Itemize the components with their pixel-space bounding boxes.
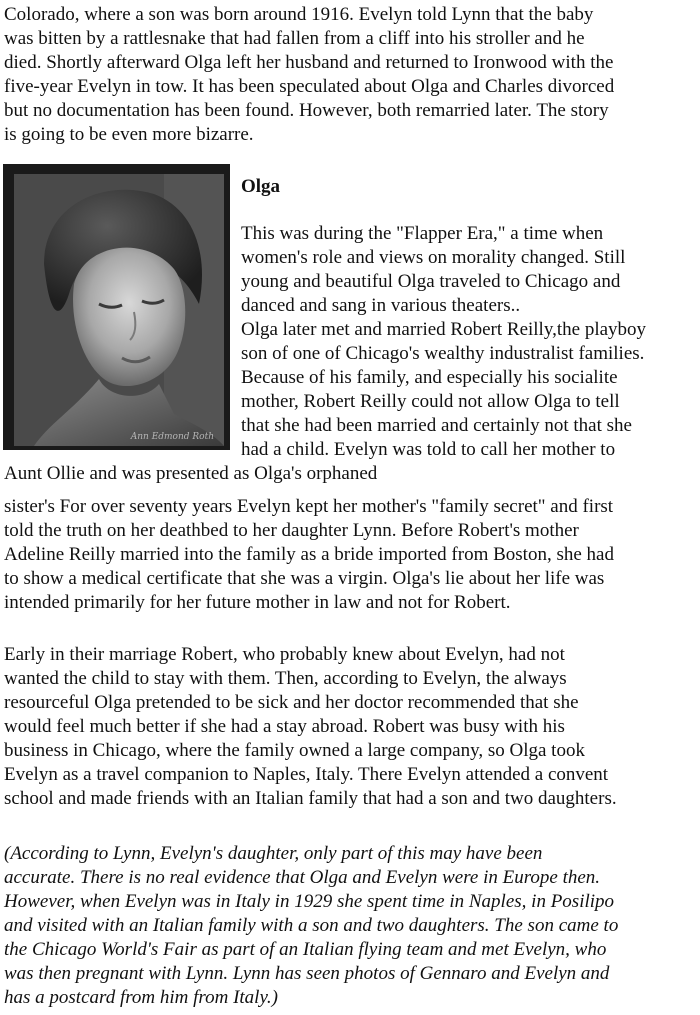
olga-full-line: to show a medical certificate that she was a virgin. Olga's lie about her life was	[4, 568, 605, 589]
marriage-line: business in Chicago, where the family owned a large company, so Olga took	[4, 740, 585, 761]
note-line: and visited with an Italian family with a son and two daughters. The son came to	[4, 915, 619, 936]
note-line: (According to Lynn, Evelyn's daughter, only part of this may have been	[4, 843, 543, 864]
marriage-line: Evelyn as a travel companion to Naples, Italy. There Evelyn attended a convent	[4, 764, 609, 785]
olga-portrait-photo	[3, 164, 230, 450]
intro-line: Colorado, where a son was born around 1916. Evelyn told Lynn that the baby	[4, 4, 594, 25]
section-heading: Olga	[241, 176, 281, 197]
olga-wrapped-line: This was during the "Flapper Era," a time when	[241, 223, 604, 244]
olga-wrapped-line: women's role and views on morality changed. Still	[241, 247, 626, 268]
portrait-illustration	[14, 174, 224, 446]
olga-full-line: intended primarily for her future mother in law and not for Robert.	[4, 592, 511, 613]
marriage-line: Early in their marriage Robert, who probably knew about Evelyn, had not	[4, 644, 565, 665]
intro-line: five-year Evelyn in tow. It has been speculated about Olga and Charles divorced	[4, 76, 615, 97]
olga-wrapped-line: young and beautiful Olga traveled to Chicago and	[241, 271, 621, 292]
note-line: accurate. There is no real evidence that Olga and Evelyn were in Europe then.	[4, 867, 601, 888]
olga-full-line: Aunt Ollie and was presented as Olga's orphaned	[4, 463, 378, 484]
olga-full-line: Adeline Reilly married into the family as a bride imported from Boston, she had	[4, 544, 614, 565]
note-line: has a postcard from him from Italy.)	[4, 987, 278, 1008]
olga-wrapped-line: son of one of Chicago's wealthy industralist families.	[241, 343, 645, 364]
note-line: However, when Evelyn was in Italy in 1929 she spent time in Naples, in Posilipo	[4, 891, 615, 912]
marriage-line: wanted the child to stay with them. Then, according to Evelyn, the always	[4, 668, 567, 689]
marriage-line: resourceful Olga pretended to be sick and her doctor recommended that she	[4, 692, 579, 713]
photo-signature: Ann Edmond Roth	[130, 432, 214, 442]
portrait-image	[14, 174, 224, 446]
olga-wrapped-line: had a child. Evelyn was told to call her mother to	[241, 439, 616, 460]
intro-line: was bitten by a rattlesnake that had fallen from a cliff into his stroller and he	[4, 28, 585, 49]
olga-wrapped-line: Because of his family, and especially his socialite	[241, 367, 618, 388]
intro-line: but no documentation has been found. However, both remarried later. The story	[4, 100, 609, 121]
note-line: was then pregnant with Lynn. Lynn has seen photos of Gennaro and Evelyn and	[4, 963, 610, 984]
intro-line: is going to be even more bizarre.	[4, 124, 254, 145]
olga-wrapped-line: mother, Robert Reilly could not allow Olga to tell	[241, 391, 620, 412]
olga-wrapped-line: Olga later met and married Robert Reilly,the playboy	[241, 319, 647, 340]
olga-full-line: sister's For over seventy years Evelyn kept her mother's "family secret" and first	[4, 496, 614, 517]
olga-wrapped-line: that she had been married and certainly not that she	[241, 415, 632, 436]
marriage-line: school and made friends with an Italian family that had a son and two daughters.	[4, 788, 617, 809]
marriage-line: would feel much better if she had a stay abroad. Robert was busy with his	[4, 716, 565, 737]
note-line: the Chicago World's Fair as part of an Italian flying team and met Evelyn, who	[4, 939, 607, 960]
olga-full-line: told the truth on her deathbed to her daughter Lynn. Before Robert's mother	[4, 520, 579, 541]
intro-line: died. Shortly afterward Olga left her husband and returned to Ironwood with the	[4, 52, 614, 73]
olga-wrapped-line: danced and sang in various theaters..	[241, 295, 521, 316]
